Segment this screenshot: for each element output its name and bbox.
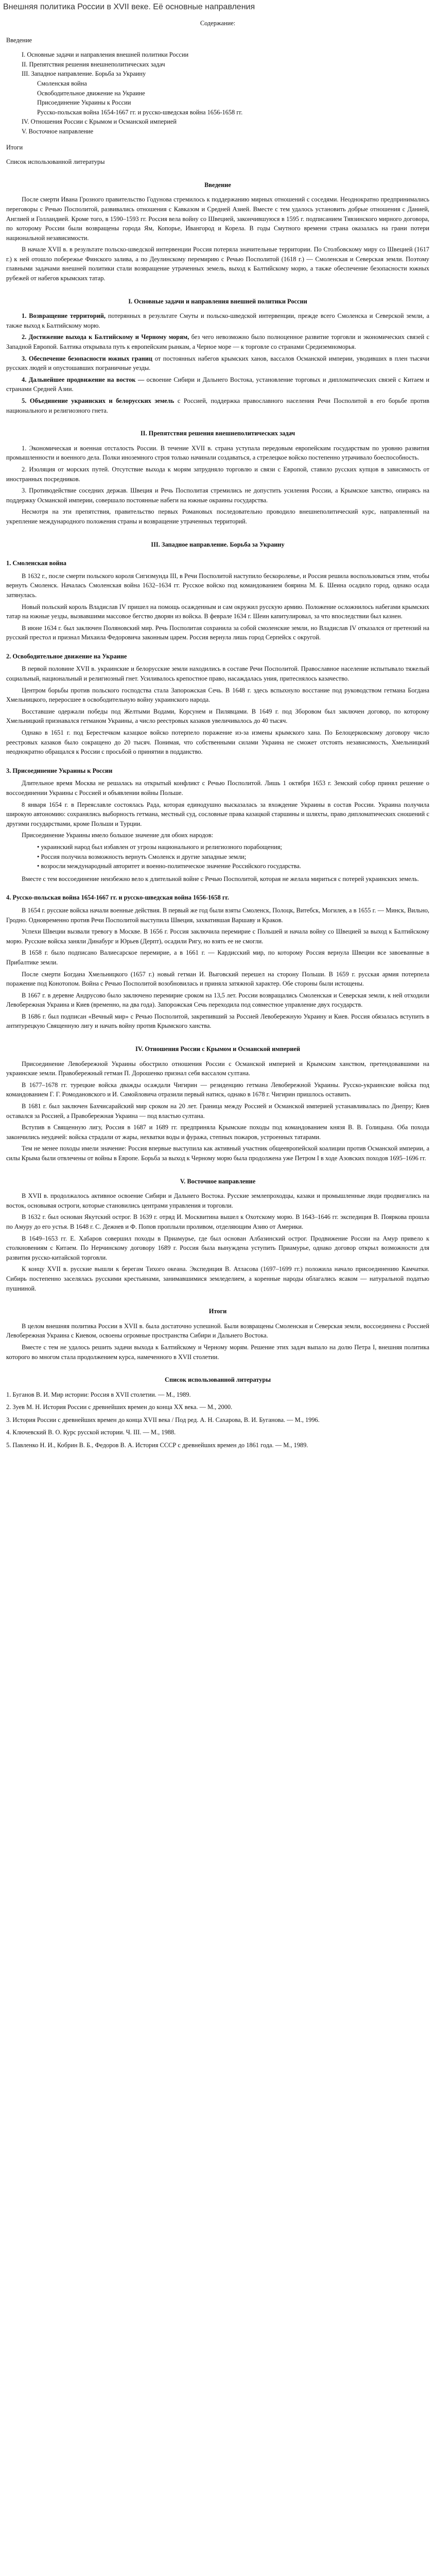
bibliography-item: 3. История России с древнейших времен до конца XVII века / Под ред. А. Н. Сахарова, В. И. Буганова. — М., 1996. xyxy=(6,1416,320,1423)
task-paragraph xyxy=(6,311,429,330)
toc-item: Русско-польская война 1654-1667 гг. и русско-шведская война 1656-1658 гг. xyxy=(37,108,243,116)
task-text: с Россией, поддержка православного населения Речи Посполитой в его борьбе против национального и религиозного гнета. xyxy=(6,397,430,414)
toc-item: Смоленская война xyxy=(37,79,87,87)
paragraph: Успехи Швеции вызвали тревогу в Москве. В 1656 г. Россия заключила перемирие с Польшей и начала войну со Швецией за выход к Балтийскому морю. Русские войска заняли Динабург и Юрьев (Дерпт), осадили Ригу, но взять ее не смогли. xyxy=(6,928,429,945)
paragraph: В 1658 г. было подписано Валиесарское перемирие, а в 1661 г. — Кардисский мир, по которому Россия вернула Швеции все завоеванные в Прибалтике земли. xyxy=(6,949,429,966)
paragraph: В целом внешняя политика России в XVII в. была достаточно успешной. Были возвращены Смоленская и Северская земли, воссоединена с Россией Левобережная Украина с Киевом, освоены огромные пространства Сибири и Дальнего Востока. xyxy=(6,1322,429,1340)
bullet-text: возросли международный авторитет и военно-политическое значение Российского государства. xyxy=(41,862,301,870)
toc-intro: Введение xyxy=(6,36,32,44)
task-text: от постоянных набегов крымских ханов, вассалов Османской империи, уводивших в плен тысячи русских людей и опустошавших пограничные уезды. xyxy=(6,354,429,372)
bibliography-list xyxy=(6,1390,429,1450)
intro-body xyxy=(6,195,429,283)
paragraph: В 1632 г., после смерти польского короля Сигизмунда III, в Речи Посполитой наступило бескоролевье, и Россия решила воспользоваться этим, чтобы вернуть Смоленск. Началась Смоленская война 1632–1634 гг. Русское войско под командованием боярина М. Б. Шеина осадило город, однако осада затянулась. xyxy=(6,572,429,599)
section2-body xyxy=(6,444,429,527)
task-text: освоение Сибири и Дальнего Востока, установление торговых и дипломатических связей с Китаем и странами Средней Азии. xyxy=(6,376,429,393)
section4-body xyxy=(6,1059,429,1163)
paragraph: 3. Противодействие соседних держав. Швеция и Речь Посполитая стремились не допустить усиления России, а Крымское ханство, опираясь на поддержку Османской империи, совершало постоянные набеги на южные окраины государства. xyxy=(6,487,429,504)
task-title: 3. Обеспечение безопасности южных границ xyxy=(22,354,153,362)
bullet-text: украинский народ был избавлен от угрозы национального и религиозного порабощения; xyxy=(41,843,282,851)
paragraph: В 1632 г. был основан Якутский острог. В 1639 г. отряд И. Москвитина вышел к Охотскому морю. В 1643–1646 гг. экспедиция В. Пояркова прошла по Амуру до его устья. В 1648 г. С. Дежнев и Ф. Попов проплыли проливом, отделяющим Азию от Америки. xyxy=(6,1213,429,1230)
paragraph: 2. Изоляция от морских путей. Отсутствие выхода к морям затрудняло торговлю и связи с Европой, ставило русских купцов в зависимость от иностранных посредников. xyxy=(6,465,429,483)
paragraph: Вместе с тем не удалось решить задачи выхода к Балтийскому и Черному морям. Решение этих задач выпало на долю Петра I, внешняя политика которого во многом стала продолжением курса, намеченного в XVII столетии. xyxy=(6,1343,429,1361)
bibliography-item: 5. Павленко Н. И., Кобрин В. Б., Федоров В. А. История СССР с древнейших времен до 1861 года. — М., 1989. xyxy=(6,1442,308,1449)
paragraph: В 1667 г. в деревне Андрусово было заключено перемирие сроком на 13,5 лет. России возвращались Смоленская и Северская земли, к ней отходили Левобережная Украина и Киев (временно, на два года). Запорожская Сечь переходила под совместное управление двух государств. xyxy=(6,991,429,1009)
paragraph: Тем не менее походы имели значение: Россия впервые выступила как активный участник общеевропейской коалиции против Османской империи, а силы Крыма были отвлечены от войны в Европе. Борьба за выход к Черному морю была продолжена уже Петром I в ходе Азовских походов 1695–1696 гг. xyxy=(6,1145,429,1162)
task-paragraph xyxy=(6,354,429,373)
toc-item: I. Основные задачи и направления внешней политики России xyxy=(22,51,189,59)
toc-list xyxy=(6,50,429,136)
task-paragraph xyxy=(6,332,429,351)
page-title: Внешняя политика России в XVII веке. Её основные направления xyxy=(3,3,255,11)
section5-heading: V. Восточное направление xyxy=(180,1177,256,1185)
paragraph: После смерти Богдана Хмельницкого (1657 г.) новый гетман И. Выговский перешел на сторону Польши. В 1659 г. русская армия потерпела поражение под Конотопом. Война с Речью Посполитой возобновилась и приняла затяжной характер. Обе стороны были истощены. xyxy=(6,970,429,988)
toc-item: IV. Отношения России с Крымом и Османской империей xyxy=(22,118,177,126)
subsection-heading: 3. Присоединение Украины к России xyxy=(6,767,113,774)
section3-heading: III. Западное направление. Борьба за Украину xyxy=(151,540,285,548)
results-heading: Итоги xyxy=(208,1308,227,1315)
toc-biblio: Список использованной литературы xyxy=(6,158,105,166)
paragraph: В первой половине XVII в. украинские и белорусские земли находились в составе Речи Посполитой. Православное население испытывало тяжелый социальный, национальный и религиозный гнет. Усиливалось крепостное право, насаждалась уния, притеснялось казачество. xyxy=(6,665,429,683)
section1-body xyxy=(6,311,429,415)
section3-body xyxy=(6,558,429,1031)
task-title: 5. Объединение украинских и белорусских земель xyxy=(22,397,175,404)
toc-item: Освободительное движение на Украине xyxy=(37,89,145,97)
paragraph: 1. Экономическая и военная отсталость России. В течение XVII в. страна уступала передовым европейским государствам по уровню развития промышленности и военного дела. Полки иноземного строя только начинали создаваться, а стрелецкое войско постепенно утрачивало боеспособность. xyxy=(6,444,429,462)
paragraph: После смерти Ивана Грозного правительство Годунова стремилось к поддержанию мирных отношений с соседями. Неоднократно предпринимались переговоры с Речью Посполитой, развивались отношения с Кавказом и Средней Азией. Вместе с тем удалось установить добрые отношения с Данией, Англией и Голландией. Кроме того, в 1590–1593 гг. Россия вела войну со Швецией, закончившуюся в 1595 г. подписанием Тявзинского мирного договора, по которому России были возвращены города Ям, Копорье, Ивангород и Корела. В годы Смутного времени страна оказалась на грани потери национальной независимости. xyxy=(6,196,429,242)
task-title: 2. Достижение выхода к Балтийскому и Черному морям, xyxy=(22,333,189,341)
paragraph: Восставшие одержали победы под Желтыми Водами, Корсунем и Пилявцами. В 1649 г. под Зборовом был заключен договор, по которому Хмельницкий признавался гетманом Украины, а число реестровых казаков увеличивалось до 40 тысяч. xyxy=(6,707,429,725)
paragraph: В июне 1634 г. был заключен Поляновский мир. Речь Посполитая сохранила за собой смоленские земли, но Владислав IV отказался от претензий на русский престол и признал Михаила Федоровича законным царем. Россия вернула лишь город Серпейск с округой. xyxy=(6,624,429,641)
task-paragraph xyxy=(6,375,429,394)
paragraph: Присоединение Украины имело большое значение для обоих народов: xyxy=(22,832,214,839)
bibliography-heading: Список использованной литературы xyxy=(165,1376,271,1384)
results-body xyxy=(6,1321,429,1362)
section4-heading: IV. Отношения России с Крымом и Османской империей xyxy=(135,1045,301,1053)
paragraph: Вместе с тем воссоединение неизбежно вело к длительной войне с Речью Посполитой, которая не желала мириться с потерей украинских земель. xyxy=(22,875,419,883)
toc-item: Присоединение Украины к России xyxy=(37,99,131,107)
toc-item: V. Восточное направление xyxy=(22,127,94,135)
paragraph: Новый польский король Владислав IV пришел на помощь осажденным и сам окружил русскую армию. Положение осложнилось набегами крымских татар на южные уезды, вызвавшими массовое бегство дворян из войска. В феврале 1634 г. Шеин капитулировал, за что впоследствии был казнен. xyxy=(6,603,429,620)
paragraph: К концу XVII в. русские вышли к берегам Тихого океана. Экспедиция В. Атласова (1697–1699 гг.) положила начало присоединению Камчатки. Сибирь постепенно заселялась русскими крестьянами, занимавшимися земледелием, а коренные народы облагались ясаком — натуральной податью пушниной. xyxy=(6,1265,429,1292)
bullet-dot-icon: • xyxy=(37,843,41,851)
subsection-heading: 2. Освободительное движение на Украине xyxy=(6,652,127,660)
paragraph: Несмотря на эти препятствия, правительство первых Романовых последовательно проводило внешнеполитический курс, направленный на укрепление международного положения страны и возвращение утраченных территорий. xyxy=(6,508,429,525)
section1-heading: I. Основные задачи и направления внешней политики России xyxy=(128,297,307,305)
paragraph: В 1677–1678 гг. турецкие войска дважды осаждали Чигирин — резиденцию гетмана Левобережной Украины. Русско-украинские войска под командованием Г. Г. Ромодановского и И. Самойловича отразили первый натиск, однако в 1678 г. Чигирин пришлось оставить. xyxy=(6,1081,429,1098)
document-body xyxy=(6,15,429,1453)
bullet-item xyxy=(37,861,429,871)
bullet-item xyxy=(37,842,429,852)
task-title: 1. Возвращение территорий, xyxy=(22,312,106,320)
toc-item: II. Препятствия решения внешнеполитических задач xyxy=(22,60,165,68)
bullet-item xyxy=(37,852,429,862)
task-text: без чего невозможно было полноценное развитие торговли и экономических связей с Западной Европой. Балтика открывала путь к европейским рынкам, а Черное море — к торговле со странами Средиземноморья. xyxy=(6,333,429,351)
subsection-heading: 1. Смоленская война xyxy=(6,560,66,567)
paragraph: В 1681 г. был заключен Бахчисарайский мир сроком на 20 лет. Граница между Россией и Османской империей устанавливалась по Днепру; Киев оставался за Россией, а Правобережная Украина — под властью султана. xyxy=(6,1103,429,1120)
bullet-list xyxy=(6,842,429,871)
bibliography-item: 2. Зуев М. Н. История России с древнейших времен до конца XX века. — М., 2000. xyxy=(6,1403,233,1411)
paragraph: В 1654 г. русские войска начали военные действия. В первый же год были взяты Смоленск, Полоцк, Витебск, Могилев, а в 1655 г. — Минск, Вильно, Гродно. Одновременно против Речи Посполитой выступила Швеция, захватившая Варшаву и Краков. xyxy=(6,906,429,924)
paragraph: Однако в 1651 г. под Берестечком казацкое войско потерпело поражение из-за измены крымского хана. По Белоцерковскому договору число реестровых казаков было сокращено до 20 тысяч. Понимая, что собственными силами Украина не сможет отстоять независимость, Хмельницкий неоднократно обращался к России с просьбой о принятии в подданство. xyxy=(6,729,429,756)
bullet-dot-icon: • xyxy=(37,853,41,860)
section2-heading: II. Препятствия решения внешнеполитических задач xyxy=(140,430,295,437)
toc-item: III. Западное направление. Борьба за Украину xyxy=(22,70,146,78)
bibliography-item: 1. Буганов В. И. Мир истории: Россия в XVII столетии. — М., 1989. xyxy=(6,1391,191,1398)
paragraph: В 1686 г. был подписан «Вечный мир» с Речью Посполитой, закрепивший за Россией Левобережную Украину и Киев. Россия обязалась вступить в антитурецкую Священную лигу и начать войну против Крымского ханства. xyxy=(6,1012,429,1030)
bibliography-item: 4. Ключевский В. О. Курс русской истории. Ч. III. — М., 1988. xyxy=(6,1429,176,1436)
section5-body xyxy=(6,1191,429,1293)
task-title: 4. Дальнейшее продвижение на восток — xyxy=(22,376,145,383)
toc-heading: Содержание: xyxy=(200,20,236,27)
paragraph: В начале XVII в. в результате польско-шведской интервенции Россия потеряла значительные территории. По Столбовскому миру со Швецией (1617 г.) к ней отошло побережье Финского залива, а по Деулинскому перемирию с Речью Посполитой (1618 г.) — Смоленская и Северская земли. Поэтому главными задачами внешней политики стали возвращение утраченных земель, выход к Балтийскому морю, а также обеспечение безопасности южных рубежей от набегов крымских татар. xyxy=(6,246,429,282)
task-paragraph xyxy=(6,396,429,415)
task-text: потерянных в результате Смуты и польско-шведской интервенции, прежде всего Смоленска и Северской земли, а также выход к Балтийскому морю. xyxy=(6,312,429,329)
bullet-dot-icon: • xyxy=(37,862,41,870)
paragraph: Вступив в Священную лигу, Россия в 1687 и 1689 гг. предприняла Крымские походы под командованием князя В. В. Голицына. Оба похода закончились неудачей: войска страдали от жары, нехватки воды и фуража, степных пожаров, устроенных татарами. xyxy=(6,1124,429,1141)
paragraph: 8 января 1654 г. в Переяславле состоялась Рада, которая единодушно высказалась за вхождение Украины в состав России. Украина получила широкую автономию: сохранялись выборность гетмана, местный суд, сословные права казацкой старшины и шляхты, право дипломатических сношений с другими государствами, кроме Польши и Турции. xyxy=(6,801,429,827)
toc-results: Итоги xyxy=(6,143,23,151)
paragraph: В 1649–1653 гг. Е. Хабаров совершил походы в Приамурье, где был основан Албазинский острог. Продвижение России на Амур привело к столкновениям с Китаем. По Нерчинскому договору 1689 г. Россия была вынуждена уступить Приамурье, однако договор открыл возможности для развития русско-китайской торговли. xyxy=(6,1234,429,1261)
paragraph: Центром борьбы против польского господства стала Запорожская Сечь. В 1648 г. здесь вспыхнуло восстание под руководством гетмана Богдана Хмельницкого, переросшее в освободительную войну украинского народа. xyxy=(6,686,429,704)
bullet-text: Россия получила возможность вернуть Смоленск и другие западные земли; xyxy=(41,853,247,860)
paragraph: В XVII в. продолжалось активное освоение Сибири и Дальнего Востока. Русские землепроходцы, казаки и промышленные люди продвигались на восток, основывая остроги, которые становились центрами управления и торговли. xyxy=(6,1192,429,1209)
paragraph: Присоединение Левобережной Украины обострило отношения России с Османской империей и Крымским ханством, претендовавшими на украинские земли. Правобережный гетман П. Дорошенко признал себя вассалом султана. xyxy=(6,1060,429,1077)
subsection-heading: 4. Русско-польская война 1654-1667 гг. и русско-шведская война 1656-1658 гг. xyxy=(6,894,229,902)
intro-heading: Введение xyxy=(204,181,231,189)
paragraph: Длительное время Москва не решалась на открытый конфликт с Речью Посполитой. Лишь 1 октября 1653 г. Земский собор принял решение о воссоединении Украины с Россией и объявлении войны Польше. xyxy=(6,779,429,796)
